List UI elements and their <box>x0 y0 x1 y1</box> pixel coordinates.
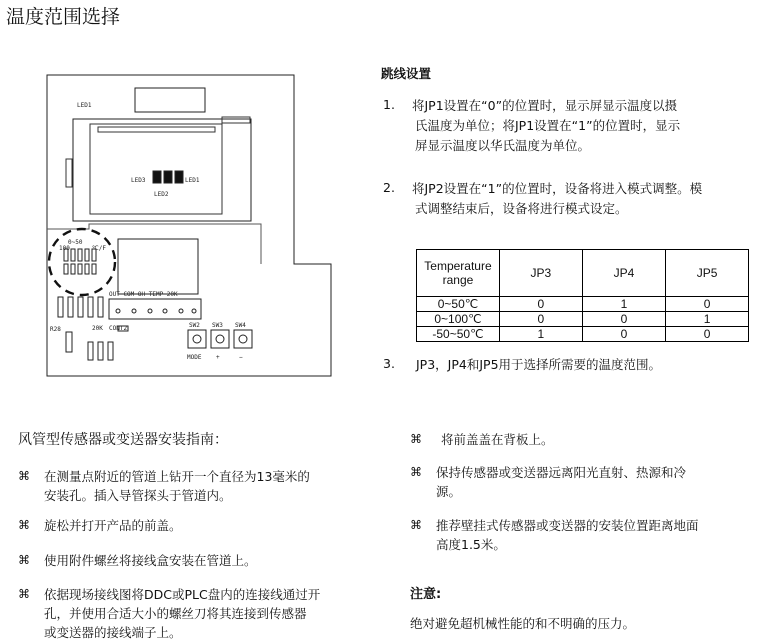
jumper-label-3: ℃/F <box>92 245 106 252</box>
table-cell: 0 <box>666 297 749 312</box>
table-header-cell: JP3 <box>499 250 582 297</box>
jumper-item1 <box>412 96 752 156</box>
page-title: 温度范围选择 <box>6 6 121 28</box>
sw4-label: SW4 <box>235 322 246 329</box>
jumper-item1-line3: 屏显示温度以华氏温度为单位。 <box>415 138 591 153</box>
install-left-item-3-line1: 使用附件螺丝将接线盒安装在管道上。 <box>44 553 257 568</box>
install-left-item-2 <box>44 516 182 535</box>
jumper-item2-line1: 将JP2设置在“1”的位置时，设备将进入模式调整。模 <box>412 181 703 196</box>
table-header-cell: Temperature range <box>417 250 500 297</box>
install-right-item-2-line1: 保持传感器或变送器远离阳光直射、热源和冷 <box>436 465 687 480</box>
plus-label: + <box>216 354 220 361</box>
jumper-item3-number: 3. <box>383 356 395 371</box>
install-right-item-1 <box>441 430 554 449</box>
bullet-icon: ⌘ <box>410 518 422 532</box>
sw2-switch <box>188 330 206 348</box>
install-right-item-3-line2: 高度1.5米。 <box>436 537 506 552</box>
jumper-item1-line1: 将JP1设置在“0”的位置时，显示屏显示温度以摄 <box>412 98 678 113</box>
table-cell: 0 <box>582 327 666 342</box>
table-header-row <box>417 250 749 297</box>
jumper-label-1: 0~50 <box>68 239 83 246</box>
jumper-item3-text: JP3，JP4和JP5用于选择所需要的温度范围。 <box>416 357 662 372</box>
jumper-item1-line2: 氏温度为单位；将JP1设置在“1”的位置时，显示 <box>415 118 681 133</box>
mode-label: MODE <box>187 354 202 361</box>
table-row <box>417 327 749 342</box>
20k-label: 20K <box>92 325 103 332</box>
top-connector <box>135 88 205 112</box>
table-cell: 0 <box>499 297 582 312</box>
bullet-icon: ⌘ <box>410 465 422 479</box>
table-cell: 0 <box>499 312 582 327</box>
install-left-item-4-line1: 依据现场接线图将DDC或PLC盘内的连接线通过开 <box>44 587 321 602</box>
sw3-label: SW3 <box>212 322 223 329</box>
jumper-label-2: 100 <box>59 245 70 252</box>
jumper-item2-number: 2. <box>383 180 395 195</box>
bullet-icon: ⌘ <box>18 518 30 532</box>
table-cell: 0 <box>582 312 666 327</box>
install-left-item-2-line1: 旋松并打开产品的前盖。 <box>44 518 182 533</box>
bullet-icon: ⌘ <box>18 587 30 601</box>
bullet-icon: ⌘ <box>18 469 30 483</box>
terminal-label: OUT COM OH TEMP 20K <box>109 291 178 298</box>
bullet-icon: ⌘ <box>18 553 30 567</box>
circuit-board-diagram <box>46 74 376 378</box>
sw2-label: SW2 <box>189 322 200 329</box>
table-cell: 0~100℃ <box>417 312 500 327</box>
install-left-item-4 <box>44 585 320 642</box>
sw3-switch <box>211 330 229 348</box>
chip-area <box>118 239 198 294</box>
install-left-item-3 <box>44 551 257 570</box>
jumper-heading: 跳线设置 <box>381 66 432 81</box>
cont2-label: CONT2 <box>109 325 128 332</box>
install-left-item-1-line2: 安装孔。插入导管探头于管道内。 <box>44 488 232 503</box>
install-left-item-4-line3: 或变送器的接线端子上。 <box>44 625 182 640</box>
jumper-item2 <box>412 179 752 219</box>
sw4-switch <box>234 330 252 348</box>
jumper-item2-line2: 式调整结束后，设备将进行模式设定。 <box>415 201 628 216</box>
jumper-item1-number: 1. <box>383 97 395 112</box>
terminal-block <box>109 299 201 319</box>
board-outline <box>47 75 331 376</box>
install-left-item-4-line2: 孔，并使用合适大小的螺丝刀将其连接到传感器 <box>44 606 307 621</box>
install-right-item-2-line2: 源。 <box>436 484 462 499</box>
table-row <box>417 312 749 327</box>
led1-label: LED1 <box>77 102 92 109</box>
table-header-cell: JP5 <box>666 250 749 297</box>
install-right-item-2 <box>436 463 686 501</box>
install-right-item-3-line1: 推荐壁挂式传感器或变送器的安装位置距离地面 <box>436 518 699 533</box>
note-text: 绝对避免超机械性能的和不明确的压力。 <box>410 616 636 631</box>
led3-label: LED3 <box>131 177 146 184</box>
install-right-item-3 <box>436 516 699 554</box>
minus-label: − <box>239 354 243 361</box>
table-header-cell: JP4 <box>582 250 666 297</box>
table-cell: 0 <box>666 327 749 342</box>
led-right-label: LED1 <box>185 177 200 184</box>
note-heading: 注意: <box>410 587 442 602</box>
install-heading: 风管型传感器或变送器安装指南： <box>18 432 228 448</box>
table-cell: 1 <box>582 297 666 312</box>
led2-label: LED2 <box>154 191 169 198</box>
table-row <box>417 297 749 312</box>
table-cell: -50~50℃ <box>417 327 500 342</box>
temperature-range-table <box>416 249 749 342</box>
bullet-icon: ⌘ <box>410 432 422 446</box>
table-cell: 0~50℃ <box>417 297 500 312</box>
install-right-item-1-line1: 将前盖盖在背板上。 <box>441 432 554 447</box>
table-cell: 1 <box>499 327 582 342</box>
r28-label: R28 <box>50 326 61 333</box>
lcd-frame <box>73 119 251 221</box>
table-cell: 1 <box>666 312 749 327</box>
install-left-item-1-line1: 在测量点附近的管道上钻开一个直径为13毫米的 <box>44 469 310 484</box>
install-left-item-1 <box>44 467 310 505</box>
